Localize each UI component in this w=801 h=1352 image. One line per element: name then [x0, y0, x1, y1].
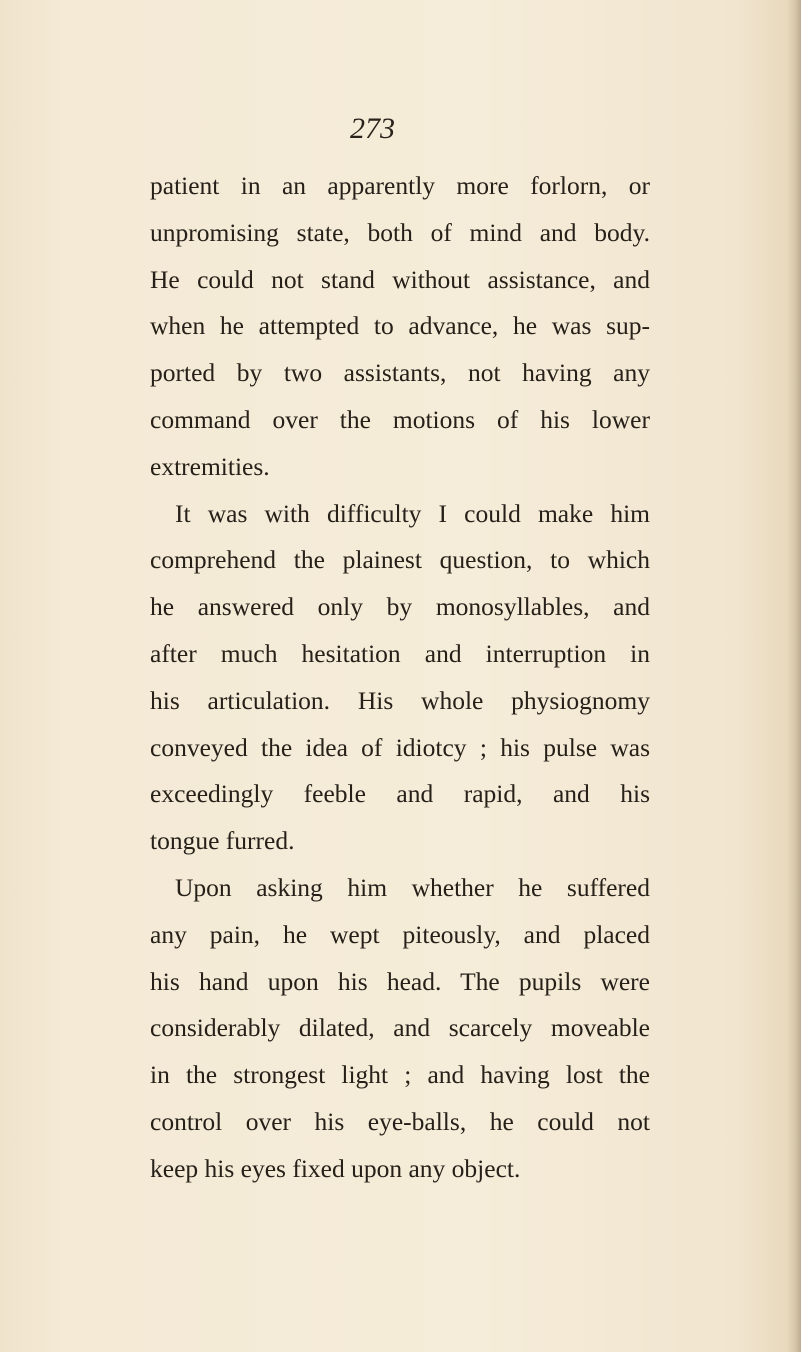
text-line: after much hesitation and interruption in — [150, 638, 650, 668]
text-line: conveyed the idea of idiotcy ; his pulse was — [150, 732, 650, 762]
text-line: his hand upon his head. The pupils were — [150, 966, 650, 996]
text-line: any pain, he wept piteously, and placed — [150, 919, 650, 949]
text-line: command over the motions of his lower — [150, 404, 650, 434]
page-number: 273 — [350, 112, 395, 145]
text-line: He could not stand without assistance, and — [150, 264, 650, 294]
body-text — [150, 163, 650, 1193]
text-line: when he attempted to advance, he was sup- — [150, 311, 650, 341]
text-line: unpromising state, both of mind and body. — [150, 217, 650, 247]
page-edge-shadow — [787, 0, 801, 1352]
text-line: his articulation. His whole physiognomy — [150, 685, 650, 715]
text-line: comprehend the plainest question, to which — [150, 545, 650, 575]
text-line: exceedingly feeble and rapid, and his — [150, 779, 650, 809]
text-line: in the strongest light ; and having lost the — [150, 1060, 650, 1090]
text-line: extremities. — [150, 451, 270, 481]
text-line: considerably dilated, and scarcely moveable — [150, 1013, 650, 1043]
text-line: ported by two assistants, not having any — [150, 358, 650, 388]
paragraph-start-line: It was with difficulty I could make him — [175, 498, 650, 528]
text-line: keep his eyes fixed upon any object. — [150, 1153, 521, 1183]
text-line: patient in an apparently more forlorn, or — [150, 171, 650, 200]
text-line: tongue furred. — [150, 826, 295, 856]
paragraph-start-line: Upon asking him whether he suffered — [175, 872, 650, 902]
text-line: he answered only by monosyllables, and — [150, 592, 650, 622]
text-line: control over his eye-balls, he could not — [150, 1106, 650, 1136]
